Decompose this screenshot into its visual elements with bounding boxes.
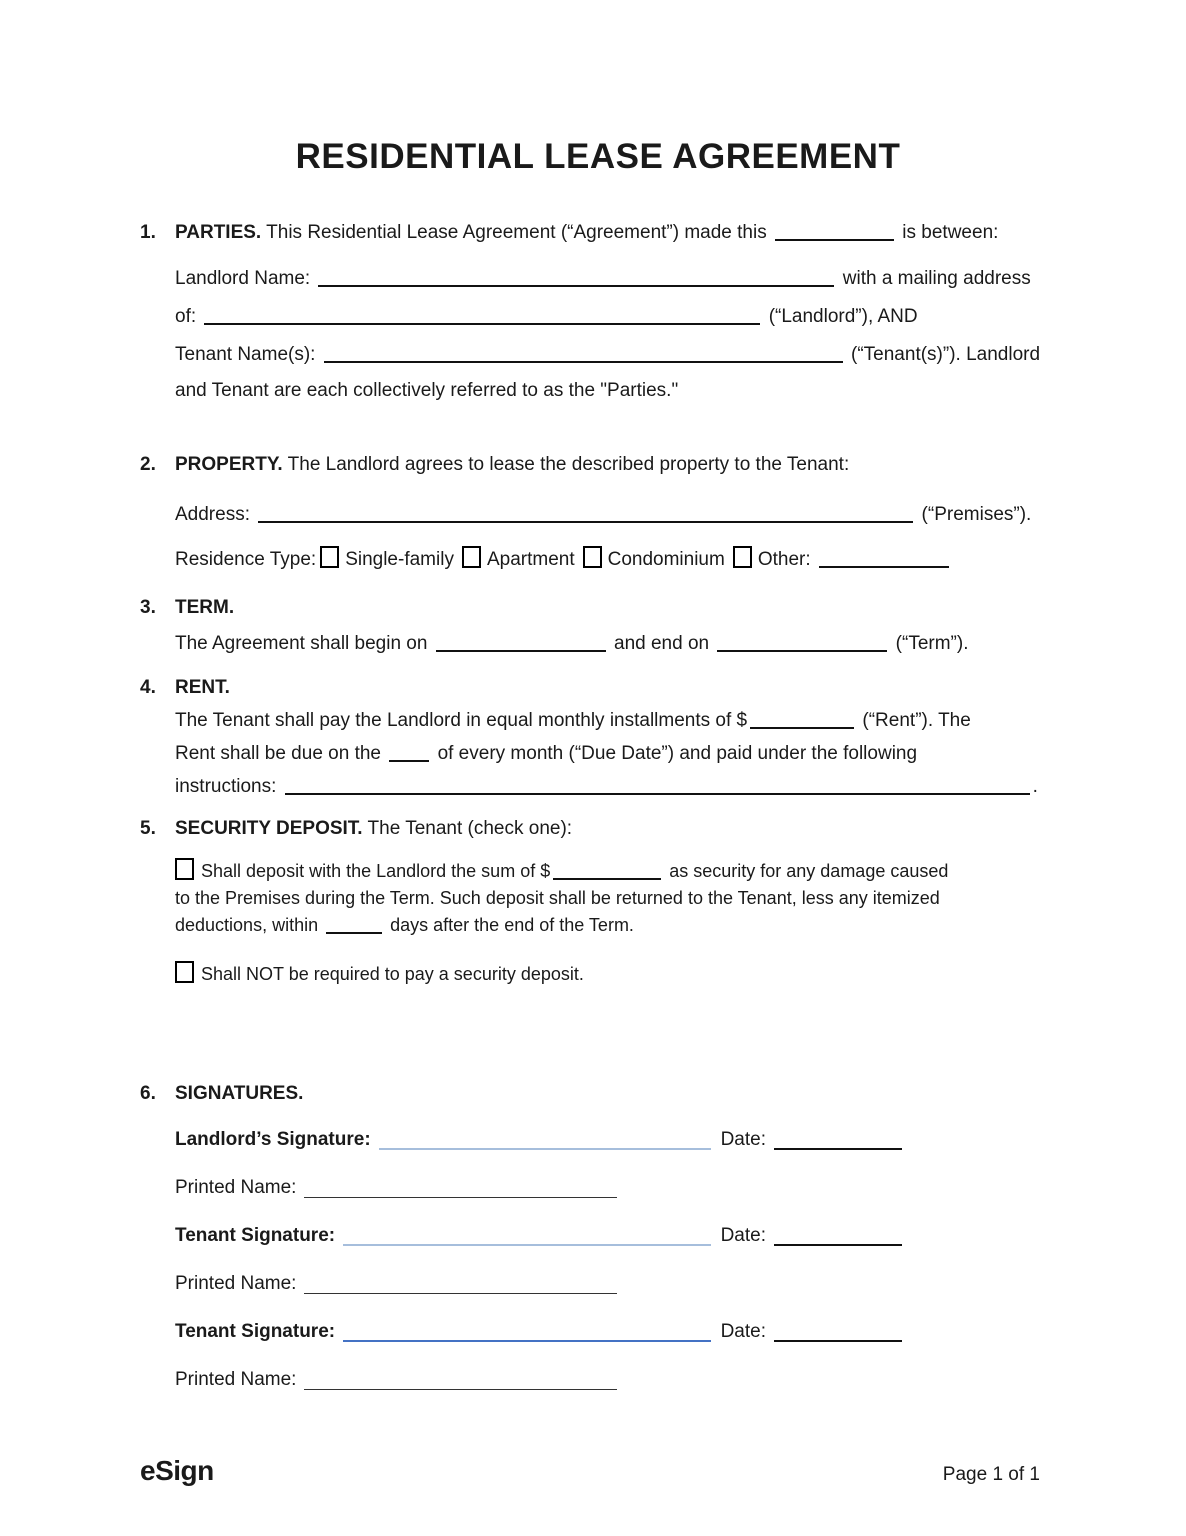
no-deposit-option-line: [175, 961, 1056, 987]
landlord-name-label: Landlord Name:: [175, 268, 311, 289]
residence-option-label: Apartment: [486, 549, 575, 570]
residence-option-label: Condominium: [607, 549, 725, 570]
text-run: days after the end of the Term.: [390, 915, 634, 935]
no-deposit-option-paragraph: [175, 961, 1056, 987]
text-run: The Landlord agrees to lease the described property to the Tenant:: [287, 454, 850, 475]
landlord-printed-name-row: [175, 1175, 663, 1201]
text-run: (“Tenant(s)”). Landlord: [851, 344, 1041, 365]
blank-agreement-date[interactable]: [775, 235, 894, 241]
tenant1-signature-label: Tenant Signature:: [175, 1225, 336, 1246]
rent-heading-line: [175, 675, 1056, 701]
section-heading: PARTIES.: [175, 222, 262, 243]
deposit-option-line3: [175, 912, 1056, 939]
landlord-address-line: [175, 304, 1056, 330]
section-number: 1.: [140, 222, 156, 243]
date-label: Date:: [720, 1225, 766, 1246]
blank-landlord-name[interactable]: [318, 281, 834, 287]
parties-intro-line: [175, 220, 1056, 246]
printed-name-label: Printed Name:: [175, 1369, 297, 1390]
section-parties: [140, 220, 1056, 404]
page-indicator: Page 1 of 1: [942, 1464, 1040, 1485]
checkbox-condominium[interactable]: [583, 546, 602, 568]
landlord-signature-row: [175, 1127, 902, 1153]
section-number: 6.: [140, 1083, 156, 1104]
blank-rent-due-day[interactable]: [389, 756, 429, 762]
text-run: Rent shall be due on the: [175, 743, 381, 764]
section-number: 2.: [140, 454, 156, 475]
section-security-deposit: [140, 816, 1056, 987]
section-signatures: [140, 1081, 1056, 1393]
tenant2-signature-row: [175, 1319, 902, 1345]
text-run: (“Term”).: [895, 633, 969, 654]
text-run: Shall NOT be required to pay a security deposit.: [201, 964, 584, 984]
security-heading-line: [175, 816, 1056, 842]
text-run: deductions, within: [175, 915, 319, 935]
tenant1-signature-date-line[interactable]: [774, 1240, 902, 1246]
deposit-option-line2: [175, 885, 1056, 912]
text-run: The Tenant shall pay the Landlord in equal monthly installments of $: [175, 710, 748, 731]
checkbox-no-deposit[interactable]: [175, 961, 194, 983]
rent-due-line: [175, 741, 1056, 767]
residence-type-label: Residence Type:: [175, 549, 317, 570]
text-run: This Residential Lease Agreement (“Agreement”) made this: [266, 222, 767, 243]
text-run: and end on: [614, 633, 710, 654]
text-run: to the Premises during the Term. Such deposit shall be returned to the Tenant, less any itemized: [175, 888, 940, 908]
text-run: is between:: [902, 222, 999, 243]
landlord-signature-label: Landlord’s Signature:: [175, 1129, 371, 1150]
date-label: Date:: [720, 1321, 766, 1342]
section-term: [140, 595, 1056, 657]
section-number: 5.: [140, 818, 156, 839]
term-dates-line: [175, 631, 1056, 657]
rent-amount-line: [175, 708, 1056, 734]
section-number: 3.: [140, 597, 156, 618]
checkbox-deposit-required[interactable]: [175, 858, 194, 880]
rent-instructions-line: [175, 774, 1056, 800]
text-run: of every month (“Due Date”) and paid under the following: [437, 743, 918, 764]
parties-closing-line: [175, 378, 1056, 404]
signatures-heading-line: [175, 1081, 1056, 1107]
section-heading: SIGNATURES.: [175, 1083, 304, 1104]
printed-name-label: Printed Name:: [175, 1177, 297, 1198]
tenant1-printed-name-line[interactable]: [304, 1289, 617, 1294]
tenant2-printed-name-row: [175, 1367, 663, 1393]
section-property: [140, 452, 1056, 573]
blank-residence-other[interactable]: [819, 562, 949, 568]
section-number: 4.: [140, 677, 156, 698]
landlord-name-line: [175, 266, 1056, 292]
blank-payment-instructions[interactable]: [285, 789, 1030, 795]
section-heading: SECURITY DEPOSIT.: [175, 818, 363, 839]
tenant2-signature-date-line[interactable]: [774, 1336, 902, 1342]
deposit-option-line1: [175, 858, 1056, 885]
section-heading: PROPERTY.: [175, 454, 283, 475]
printed-name-label: Printed Name:: [175, 1273, 297, 1294]
landlord-printed-name-line[interactable]: [304, 1193, 617, 1198]
term-heading-line: [175, 595, 1056, 621]
page-title: RESIDENTIAL LEASE AGREEMENT: [295, 137, 901, 176]
section-heading: TERM.: [175, 597, 235, 618]
tenant-name-line: [175, 342, 1056, 368]
text-run: (“Rent”). The: [862, 710, 971, 731]
text-run: Shall deposit with the Landlord the sum of $: [201, 861, 551, 881]
checkbox-single-family[interactable]: [320, 546, 339, 568]
tenant2-printed-name-line[interactable]: [304, 1385, 617, 1390]
tenant-name-label: Tenant Name(s):: [175, 344, 316, 365]
tenant1-signature-line[interactable]: [343, 1240, 710, 1246]
checkbox-other[interactable]: [733, 546, 752, 568]
blank-property-address[interactable]: [258, 517, 913, 523]
residence-option-label: Other:: [757, 549, 811, 570]
blank-landlord-address[interactable]: [204, 319, 760, 325]
deposit-option-paragraph: [175, 858, 1056, 939]
address-label: Address:: [175, 504, 250, 525]
text-run: .: [1032, 776, 1038, 797]
text-run: (“Landlord”), AND: [768, 306, 918, 327]
esign-logo: eSign: [140, 1455, 214, 1486]
page-footer: [140, 1455, 1040, 1488]
text-run: (“Premises”).: [921, 504, 1032, 525]
date-label: Date:: [720, 1129, 766, 1150]
residence-option-label: Single-family: [345, 549, 454, 570]
property-intro-line: [175, 452, 1056, 478]
residence-type-line: [175, 546, 1056, 573]
text-run: The Agreement shall begin on: [175, 633, 428, 654]
tenant2-signature-label: Tenant Signature:: [175, 1321, 336, 1342]
tenant1-signature-row: [175, 1223, 902, 1249]
section-rent: [140, 675, 1056, 800]
text-run: The Tenant (check one):: [367, 818, 573, 839]
landlord-signature-date-line[interactable]: [774, 1144, 902, 1150]
blank-tenant-names[interactable]: [324, 357, 843, 363]
tenant1-printed-name-row: [175, 1271, 663, 1297]
blank-term-start-date[interactable]: [436, 646, 606, 652]
blank-rent-amount[interactable]: [750, 723, 854, 729]
blank-term-end-date[interactable]: [717, 646, 887, 652]
landlord-address-label: of:: [175, 306, 197, 327]
blank-deposit-return-days[interactable]: [326, 928, 382, 934]
landlord-signature-line[interactable]: [379, 1144, 711, 1150]
tenant2-signature-line[interactable]: [343, 1336, 710, 1342]
blank-deposit-amount[interactable]: [553, 874, 661, 880]
checkbox-apartment[interactable]: [462, 546, 481, 568]
text-run: with a mailing address: [842, 268, 1031, 289]
property-address-line: [175, 502, 1056, 528]
text-run: and Tenant are each collectively referred to as the "Parties.": [175, 380, 679, 401]
text-run: as security for any damage caused: [669, 861, 949, 881]
section-heading: RENT.: [175, 677, 230, 698]
text-run: instructions:: [175, 776, 277, 797]
